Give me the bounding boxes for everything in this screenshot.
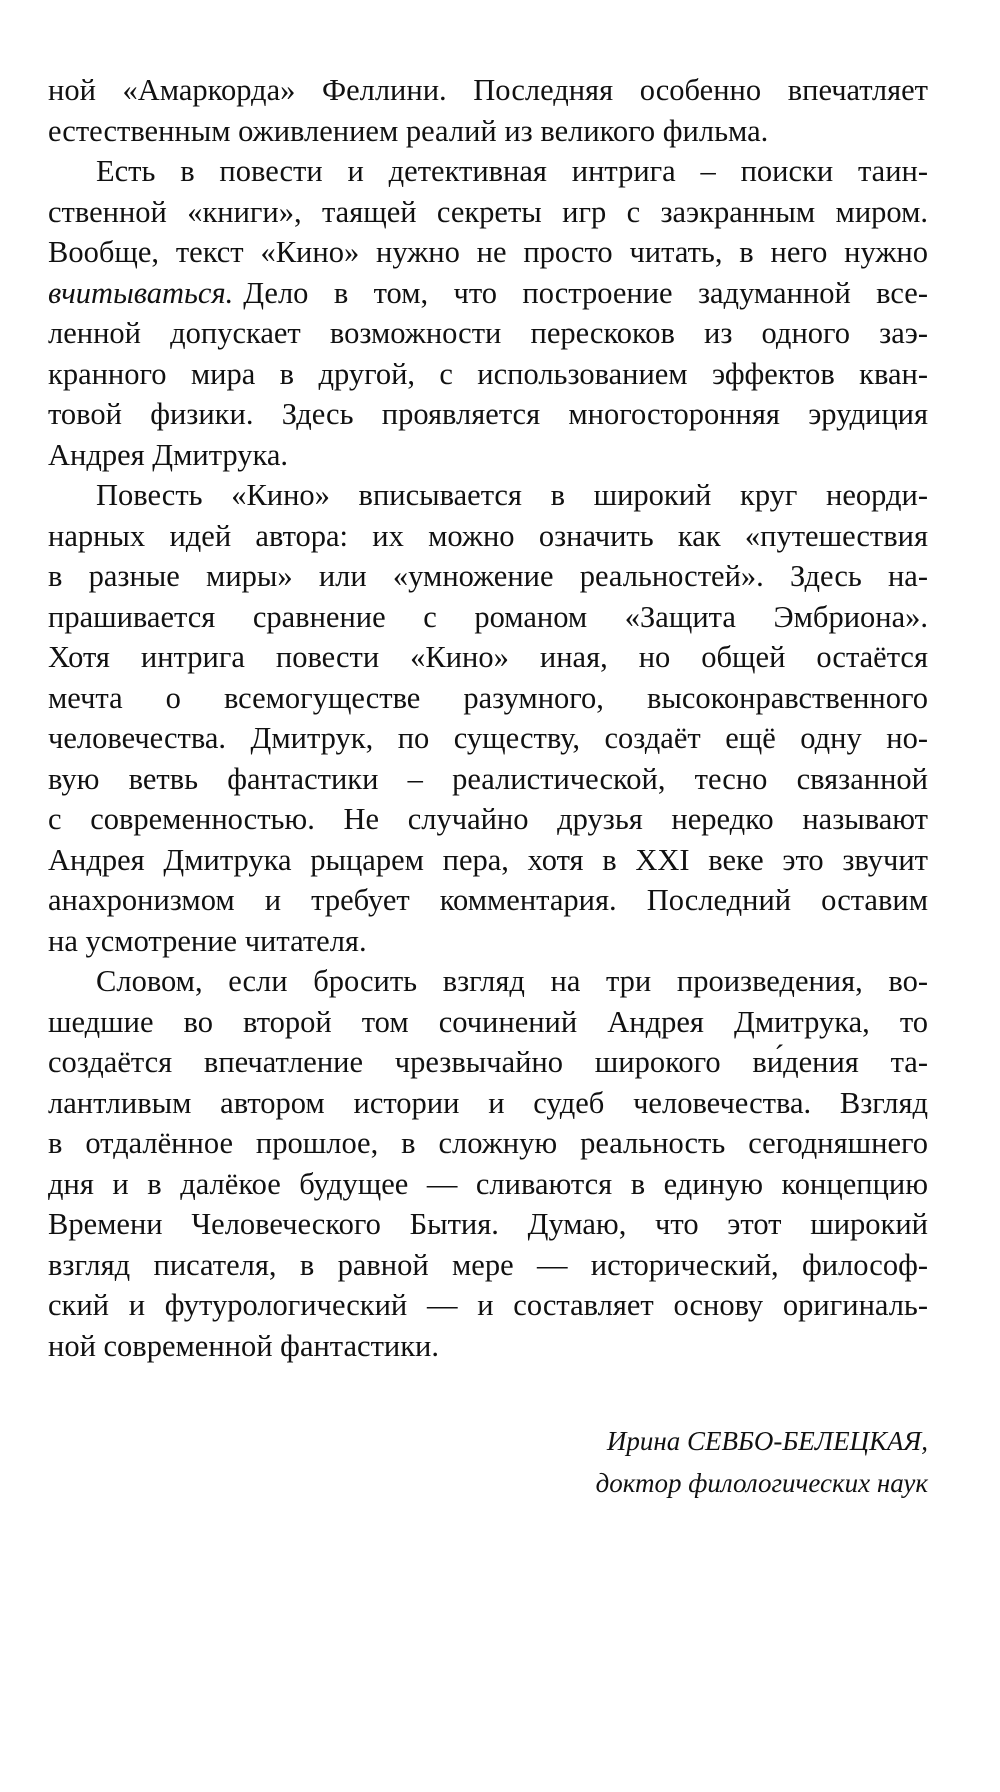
- text-line: естественным оживлением реалий из великого фильма.: [48, 113, 769, 148]
- text-line: взгляд писателя, в равной мере — исторический, философ-: [48, 1247, 928, 1282]
- text-line: мечта о всемогуществе разумного, высоконравственного: [48, 680, 928, 715]
- text-line: Андрея Дмитрука.: [48, 437, 289, 472]
- text-line: Андрея Дмитрука рыцарем пера, хотя в XXI веке это звучит: [48, 842, 928, 877]
- text-line: человечества. Дмитрук, по существу, создаёт ещё одну но-: [48, 721, 928, 755]
- text-line: Времени Человеческого Бытия. Думаю, что этот широкий: [48, 1207, 928, 1241]
- text-line: шедшие во второй том сочинений Андрея Дмитрука, то: [48, 1004, 928, 1039]
- text-line: Словом, если бросить взгляд на три произведения, во-: [96, 964, 928, 998]
- text-line: создаётся впечатление чрезвычайно широкого ви́дения та-: [48, 1045, 928, 1079]
- text-line: ленной допускает возможности перескоков из одного заэ-: [48, 316, 928, 350]
- document-body: [48, 70, 928, 1366]
- text-line: товой физики. Здесь проявляется многосторонняя эрудиция: [48, 397, 928, 431]
- author-title: доктор филологических наук: [595, 1468, 928, 1498]
- text-line: в отдалённое прошлое, в сложную реальность сегодняшнего: [48, 1126, 928, 1160]
- text-line: ственной «книги», таящей секреты игр с заэкранным миром.: [48, 194, 928, 229]
- text-line-mixed: [48, 273, 928, 314]
- text-line: Вообще, текст «Кино» нужно не просто читать, в него нужно: [48, 235, 928, 269]
- text-line: Есть в повести и детективная интрига – поиски таин-: [96, 154, 928, 188]
- text-line: Хотя интрига повести «Кино» иная, но общей остаётся: [48, 640, 928, 674]
- text-line: анахронизмом и требует комментария. Последний оставим: [48, 883, 928, 917]
- text-line: кранного мира в другой, с использованием эффектов кван-: [48, 356, 928, 391]
- text-line: лантливым автором истории и судеб человечества. Взгляд: [48, 1085, 928, 1120]
- text-line: Повесть «Кино» вписывается в широкий круг неорди-: [96, 478, 928, 512]
- text-line: ной «Амаркорда» Феллини. Последняя особенно впечатляет: [48, 73, 928, 107]
- text-line: с современностью. Не случайно друзья нередко называют: [48, 802, 928, 836]
- signature-block: [596, 1420, 928, 1504]
- text-line: вую ветвь фантастики – реалистической, тесно связанной: [48, 761, 928, 796]
- text-line: на усмотрение читателя.: [48, 923, 367, 958]
- text-line: ной современной фантастики.: [48, 1328, 439, 1363]
- text-line: ский и футурологический — и составляет основу оригиналь-: [48, 1288, 928, 1322]
- text-line: прашивается сравнение с романом «Защита Эмбриона».: [48, 599, 928, 634]
- author-name: Ирина СЕВБО-БЕЛЕЦКАЯ,: [606, 1426, 928, 1456]
- text-line: нарных идей автора: их можно означить как «путешествия: [48, 518, 928, 553]
- text-line: в разные миры» или «умножение реальностей». Здесь на-: [48, 559, 928, 593]
- text-line: дня и в далёкое будущее — сливаются в единую концепцию: [48, 1166, 928, 1201]
- emphasized-word: вчитываться.: [48, 275, 234, 310]
- text-fragment: Дело в том, что построение задуманной все-: [243, 275, 928, 310]
